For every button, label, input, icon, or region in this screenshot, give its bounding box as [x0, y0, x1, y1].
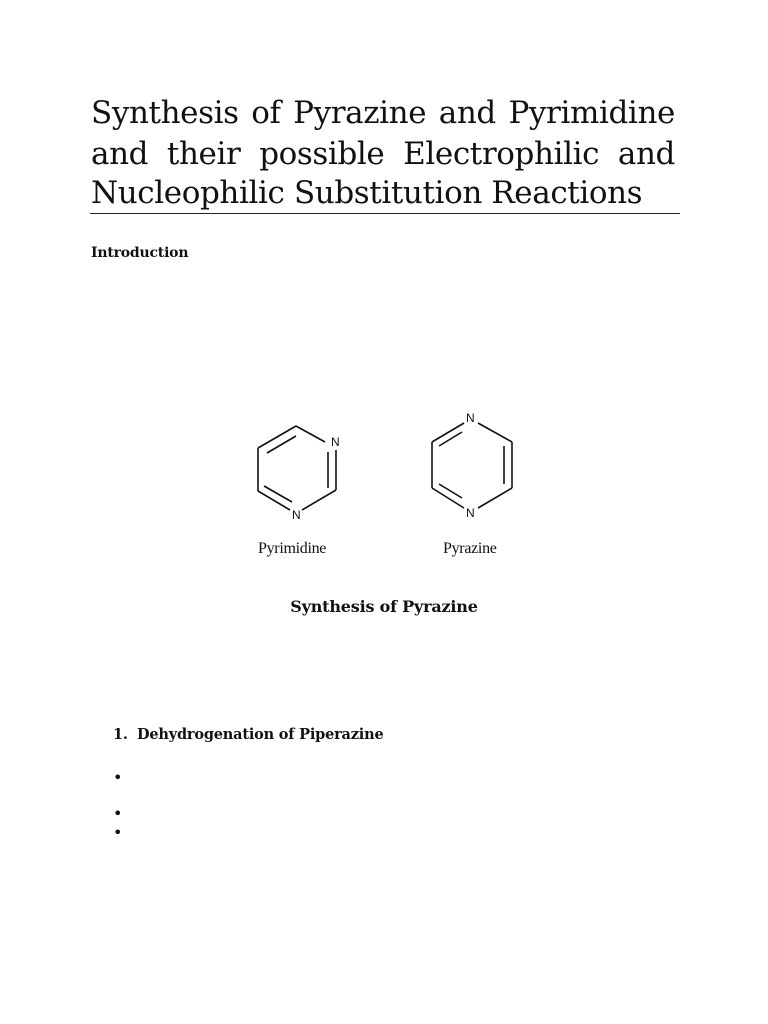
title-word: Pyrimidine [508, 95, 675, 131]
pyrimidine-label: Pyrimidine [258, 540, 327, 557]
section-heading: Synthesis of Pyrazine [290, 597, 478, 616]
pyrimidine-n-atom: N [331, 435, 340, 449]
pyrazine-structure [432, 423, 512, 508]
list-item-text: Dehydrogenation of Piperazine [137, 726, 384, 743]
title-line-3: Nucleophilic Substitution Reactions [91, 175, 643, 211]
pyrazine-label: Pyrazine [443, 540, 497, 557]
introduction-heading: Introduction [91, 245, 189, 261]
title-word: and [438, 95, 496, 131]
bullet-point: • [113, 804, 123, 823]
pyrimidine-structure [258, 426, 336, 510]
pyrazine-n-atom: N [466, 411, 475, 425]
title-line-1 [91, 93, 675, 133]
title-word: of [251, 95, 281, 131]
title-word: Electrophilic [403, 136, 600, 172]
title-word: their [166, 136, 241, 172]
title-word: Pyrazine [293, 95, 427, 131]
title-line-2 [91, 134, 675, 174]
title-underline [90, 213, 680, 214]
pyrazine-n-atom: N [466, 506, 475, 520]
bullet-point: • [113, 768, 123, 787]
title-word: and [91, 136, 149, 172]
title-word: possible [259, 136, 385, 172]
numbered-list-item [113, 726, 383, 743]
pyrimidine-n-atom: N [292, 508, 301, 522]
bullet-point: • [113, 823, 123, 842]
list-number: 1. [113, 726, 128, 743]
structures-figure [240, 400, 540, 580]
title-word: Synthesis [91, 95, 239, 131]
title-word: and [617, 136, 675, 172]
